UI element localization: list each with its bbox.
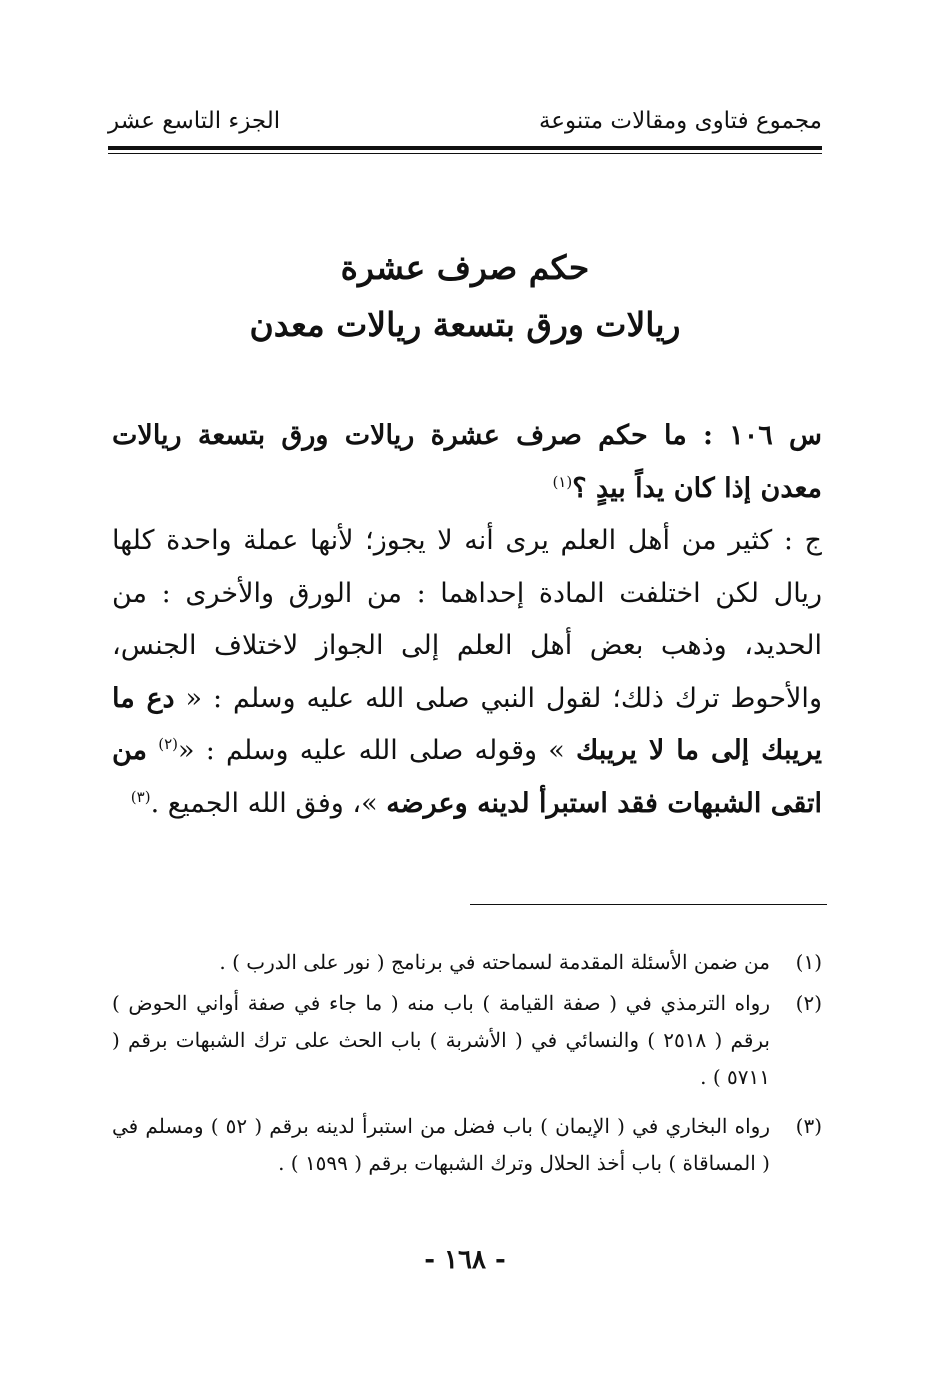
hadith-quote-2: من اتقى الشبهات فقد استبرأ لدينه وعرضه bbox=[112, 735, 822, 819]
answer-text-1: ج : كثير من أهل العلم يرى أنه لا يجوز؛ لأنها عملة واحدة كلها ريال لكن اختلفت المادة إحداهما : من الورق والأخرى : من الحديد، وذهب بعض أهل العلم إلى الجواز لاختلاف الجنس، والأحوط ترك ذلك؛ لقول النبي صلى الله عليه وسلم : « bbox=[112, 525, 822, 714]
header-rule-thick bbox=[108, 146, 822, 150]
volume-label: الجزء التاسع عشر bbox=[108, 108, 281, 134]
page-number: - ١٦٨ - bbox=[424, 1245, 506, 1275]
answer-text-2: » وقوله صلى الله عليه وسلم : « bbox=[178, 735, 565, 766]
hadith-quote-1: دع ما يريبك إلى ما لا يريبك bbox=[112, 682, 823, 766]
header-rule-thin bbox=[108, 153, 822, 154]
answer-paragraph bbox=[112, 515, 822, 830]
footnote-ref-1: (١) bbox=[552, 472, 573, 491]
footnote-3 bbox=[112, 1108, 822, 1182]
footnote-1 bbox=[112, 944, 822, 981]
answer-text-3: »، وفق الله الجميع . bbox=[150, 787, 378, 819]
running-header bbox=[108, 108, 822, 144]
question-text: س ١٠٦ : ما حكم صرف عشرة ريالات ورق بتسعة ريالات معدن إذا كان يداً بيدٍ ؟ bbox=[112, 420, 823, 504]
book-title: مجموع فتاوى ومقالات متنوعة bbox=[538, 108, 822, 134]
footnote-number: (٣) bbox=[795, 1114, 822, 1138]
footnote-2 bbox=[112, 985, 822, 1096]
article-title-line2: ريالات ورق بتسعة ريالات معدن bbox=[249, 305, 681, 344]
footnote-number: (١) bbox=[795, 950, 822, 974]
article-title-line1: حكم صرف عشرة bbox=[340, 248, 590, 287]
footnote-number: (٢) bbox=[795, 991, 822, 1015]
footnote-separator bbox=[470, 904, 827, 905]
footnote-text: من ضمن الأسئلة المقدمة لسماحته في برنامج ( نور على الدرب ) . bbox=[219, 950, 770, 974]
question-paragraph bbox=[112, 410, 822, 515]
footnote-ref-3: (٣) bbox=[130, 787, 151, 806]
footnote-ref-2: (٢) bbox=[158, 735, 178, 753]
footnote-text: رواه البخاري في ( الإيمان ) باب فضل من استبرأ لدينه برقم ( ٥٢ ) ومسلم في ( المساقاة ) باب أخذ الحلال وترك الشبهات برقم ( ١٥٩٩ ) . bbox=[112, 1114, 770, 1175]
footnote-text: رواه الترمذي في ( صفة القيامة ) باب منه ( ما جاء في صفة أواني الحوض ) برقم ( ٢٥١٨ ) والنسائي في ( الأشربة ) باب الحث على ترك الشبهات برقم ( ٥٧١١ ) . bbox=[112, 991, 770, 1089]
